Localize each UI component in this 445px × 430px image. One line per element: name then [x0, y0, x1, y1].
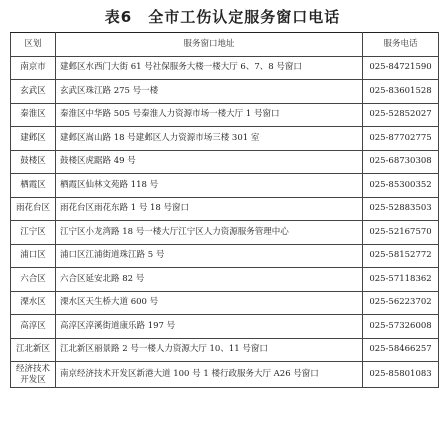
cell-address: 高淳区淳溪街道康乐路 197 号 [56, 315, 363, 339]
cell-address: 建邺区水西门大街 61 号社保服务大楼一楼大厅 6、7、8 号窗口 [56, 56, 363, 80]
cell-phone: 025-84721590 [363, 56, 439, 80]
cell-address: 江北新区丽景路 2 号一楼人力资源大厅 10、11 号窗口 [56, 338, 363, 362]
table-row [11, 291, 439, 315]
cell-district: 经济技术开发区 [11, 362, 56, 388]
table-row [11, 221, 439, 245]
cell-address: 六合区延安北路 82 号 [56, 268, 363, 292]
cell-phone: 025-87702775 [363, 127, 439, 151]
cell-phone: 025-58152772 [363, 244, 439, 268]
cell-address: 秦淮区中华路 505 号秦淮人力资源市场一楼大厅 1 号窗口 [56, 103, 363, 127]
table-row [11, 80, 439, 104]
cell-district: 高淳区 [11, 315, 56, 339]
cell-address: 建邺区嵩山路 18 号建邺区人力资源市场三楼 301 室 [56, 127, 363, 151]
cell-district: 六合区 [11, 268, 56, 292]
table-row [11, 103, 439, 127]
cell-district: 江宁区 [11, 221, 56, 245]
cell-address: 江宁区小龙湾路 18 号一楼大厅江宁区人力资源服务管理中心 [56, 221, 363, 245]
cell-phone: 025-85300352 [363, 174, 439, 198]
table-header-row [11, 33, 439, 57]
cell-phone: 025-57118362 [363, 268, 439, 292]
header-phone: 服务电话 [363, 33, 439, 57]
table-title: 表6 全市工伤认定服务窗口电话 [104, 8, 341, 26]
cell-phone: 025-52167570 [363, 221, 439, 245]
cell-district: 栖霞区 [11, 174, 56, 198]
table-row [11, 244, 439, 268]
table-row [11, 338, 439, 362]
cell-phone: 025-68730308 [363, 150, 439, 174]
cell-district: 鼓楼区 [11, 150, 56, 174]
cell-district: 江北新区 [11, 338, 56, 362]
cell-district: 南京市 [11, 56, 56, 80]
cell-address: 浦口区江浦街道珠江路 5 号 [56, 244, 363, 268]
cell-address: 玄武区珠江路 275 号一楼 [56, 80, 363, 104]
table-row [11, 362, 439, 388]
cell-address: 雨花台区雨花东路 1 号 18 号窗口 [56, 197, 363, 221]
table-row [11, 268, 439, 292]
table-row [11, 174, 439, 198]
cell-phone: 025-83601528 [363, 80, 439, 104]
cell-district: 玄武区 [11, 80, 56, 104]
cell-phone: 025-52852027 [363, 103, 439, 127]
cell-phone: 025-56223702 [363, 291, 439, 315]
cell-address: 南京经济技术开发区新港大道 100 号 1 楼行政服务大厅 A26 号窗口 [56, 362, 363, 388]
cell-district: 浦口区 [11, 244, 56, 268]
cell-phone: 025-58466257 [363, 338, 439, 362]
table-row [11, 197, 439, 221]
table-row [11, 315, 439, 339]
cell-district: 溧水区 [11, 291, 56, 315]
cell-district: 雨花台区 [11, 197, 56, 221]
cell-address: 栖霞区仙林文苑路 118 号 [56, 174, 363, 198]
service-window-table [10, 32, 439, 388]
table-row [11, 127, 439, 151]
cell-phone: 025-52883503 [363, 197, 439, 221]
table-row [11, 150, 439, 174]
cell-address: 鼓楼区虎踞路 49 号 [56, 150, 363, 174]
cell-phone: 025-85801083 [363, 362, 439, 388]
table-row [11, 56, 439, 80]
cell-address: 溧水区天生桥大道 600 号 [56, 291, 363, 315]
table-body [11, 56, 439, 388]
cell-district: 秦淮区 [11, 103, 56, 127]
header-district: 区划 [11, 33, 56, 57]
cell-district: 建邺区 [11, 127, 56, 151]
cell-phone: 025-57326008 [363, 315, 439, 339]
header-address: 服务窗口地址 [56, 33, 363, 57]
